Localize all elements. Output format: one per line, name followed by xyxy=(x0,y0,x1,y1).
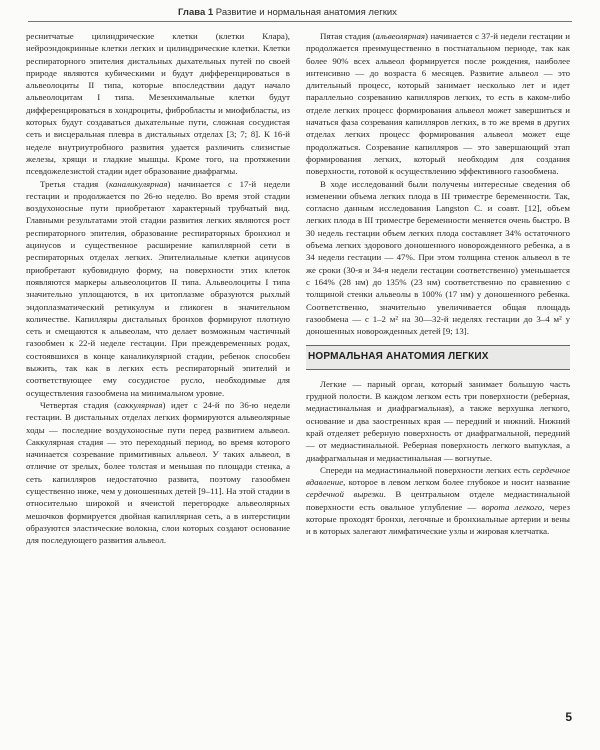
paragraph-mediastinal-surface xyxy=(306,464,570,538)
right-column xyxy=(306,30,570,538)
text: , которое в левом легком более глубокое и носит название xyxy=(343,477,570,488)
anatomy-term: ворота легкого xyxy=(481,501,543,512)
chapter-title: Развитие и нормальная анатомия легких xyxy=(215,7,397,18)
stage-term: альвеолярная xyxy=(375,31,425,41)
running-header xyxy=(0,0,600,20)
left-column xyxy=(26,30,290,546)
text: Пятая стадия ( xyxy=(320,31,376,41)
text: Спереди на медиастинальной поверхности легких есть xyxy=(320,464,533,475)
paragraph-continued: реснитчатые цилиндрические клетки (клетки Клара), нейроэндокринные клетки легких и цилиндрические клетки. Клетки респираторного эпителия дистальных дыхательных путей по своей природе являются кубическими и будут дифференцироваться в альвеолоциты II типа, которые впоследствии дадут начало альвеолоцитам I типа. Мезенхимальные клетки будут дифференцироваться в хондроциты, фибробласты и миофибласты, из которых будут создаваться дыхательные пути, сложная сосудистая сеть и висцеральная плевра в дистальных отделах [3; 7; 8]. К 16-й неделе внутриутробного развития удается различить слизистые железы, хрящи и гладкие мышцы. Кроме того, на протяжении псевдожелезистой стадии идет образование диафрагмы. xyxy=(26,31,290,177)
paragraph-saccular-stage xyxy=(26,399,290,547)
anatomy-term: сердечной вырезки xyxy=(306,489,384,500)
text: ) начинается с 37-й недели гестации и продолжается преимущественно в постнатальном периоде, так как более 90% всех альвеол формируется после рождения, наиболее интенсивно — до возраста 6 месяцев. Развитие альвеол — это длительный процесс, который занимает несколько лет и идет параллельно созреванию капилляров легких, то есть в каком-либо отделе легких процесс формирования альвеол может завершиться и начаться фаза созревания капилляров легких, в то же время в других отделах легких процесс формирования альвеол может еще продолжаться. Созревание капилляров — это завершающий этап формирования легких, который необходим для создания поверхности, готовой к осуществлению эффективного газообмена. xyxy=(306,31,570,177)
page-number: 5 xyxy=(565,710,572,724)
header-title xyxy=(178,7,397,18)
anatomy-term: сердечное вдавление xyxy=(306,464,570,488)
paragraph-canalicular-stage xyxy=(26,178,290,399)
text: . В центральном отделе медиастинальной поверхности есть овальное углубление — xyxy=(306,489,570,512)
text: Четвертая стадия ( xyxy=(40,399,118,410)
text: ) начинается с 17-й недели гестации и продолжается по 26-ю неделю. Во время этой стадии воздухоносные пути приобретают характерный трубчатый вид. Главными результатами этой стадии развития легких являются рост респираторного эпителия, образование респираторных бронхиол и ацинусов и существенное расширение капиллярной сети в респираторных отделах легких. Эпителиальные клетки ацинусов приобретают кубовидную форму, на поверхности этих клеток появляются маркеры альвеолоцитов II типа. Альвеолоциты I типа значительно уплощаются, в их цитоплазме образуются рыхлый эндоплазматический ретикулум и гликоген в значительном количестве. Капилляры дистальных бронхов формируют плотную сеть и смещаются к альвеолам, что делает возможным частичный газообмен к 22-й неделе гестации. При преждевременных родах, состоявшихся в конце каналикулярной стадии, ребенок способен выжить, так как в легких есть респираторный эпителий и соответствующее ему сосудистое русло, необходимые для осуществления газообмена на минимальном уровне. xyxy=(26,178,290,398)
section-heading: НОРМАЛЬНАЯ АНАТОМИЯ ЛЕГКИХ xyxy=(306,345,570,369)
paragraph-alveolar-stage xyxy=(306,30,570,178)
paragraph-lung-volume: В ходе исследований были получены интересные сведения об изменении объема легких плода в III триместре беременности. Так, согласно данным исследования Langston C. и соавт. [12], объем легких плода в III триместре беременности меняется очень быстро. В 30 недель гестации объем легких плода составляет 34% остаточного объема легких здорового доношенного новорожденного ребенка, а в 34 недели гестации — 47%. При этом толщина стенок альвеол в те же сроки (30-я и 34-я недели гестации соответственно) уменьшается с 164% (28 нм) до 135% (23 нм) соответственно по сравнению с толщиной стенки альвеолы в 100% (17 нм) у доношенного ребенка. Соответственно, значительно увеличивается общая площадь газообмена — с 1–2 м² на 30—32-й неделях гестации до 3–4 м² у доношенных новорожденных детей [9; 13]. xyxy=(306,178,570,337)
stage-term: саккулярная xyxy=(117,399,163,410)
text: ) идет с 24-й по 36-ю недели гестации. В дистальных отделах легких формируются альвеолярные ходы — последние воздухоносные пути перед развитием альвеол. Саккулярная стадия — это переходный период, во время которого начинается созревание примитивных альвеол. У таких альвеол, в отличие от зрелых, более толстая и меньшая по площади стенка, а сеть капилляров недостаточно развита, поэтому газообмен существенно ниже, чем у доношенных детей [9–11]. На этой стадии в относительно широкой и ячеистой перегородке альвеолярных мешочков формируется двойная капиллярная сеть, а в интерстиции образуются эластические волокна, слои которых создают основание для последующего развития альвеол. xyxy=(26,399,290,546)
header-rule xyxy=(28,21,572,22)
stage-term: каналикулярная xyxy=(108,178,168,189)
chapter-label: Глава 1 xyxy=(178,7,214,18)
text: Третья стадия ( xyxy=(40,178,109,189)
paragraph-lung-anatomy: Легкие — парный орган, который занимает большую часть грудной полости. В каждом легком есть три поверхности (реберная, медиастинальная и диафрагмальная), а также верхушка легкого, основание и два заостренных края — передний и нижний. Нижний край отделяет реберную поверхность от диафрагмальной, передний — от медиастинальной. Реберная поверхность легкого выпуклая, а диафрагмальная и медиастинальная — вогнутые. xyxy=(306,378,570,463)
text: , через которые проходят бронхи, легочные и бронхиальные артерии и вены и в которых залегают лимфатические узлы и жировая клетчатка. xyxy=(306,501,570,537)
